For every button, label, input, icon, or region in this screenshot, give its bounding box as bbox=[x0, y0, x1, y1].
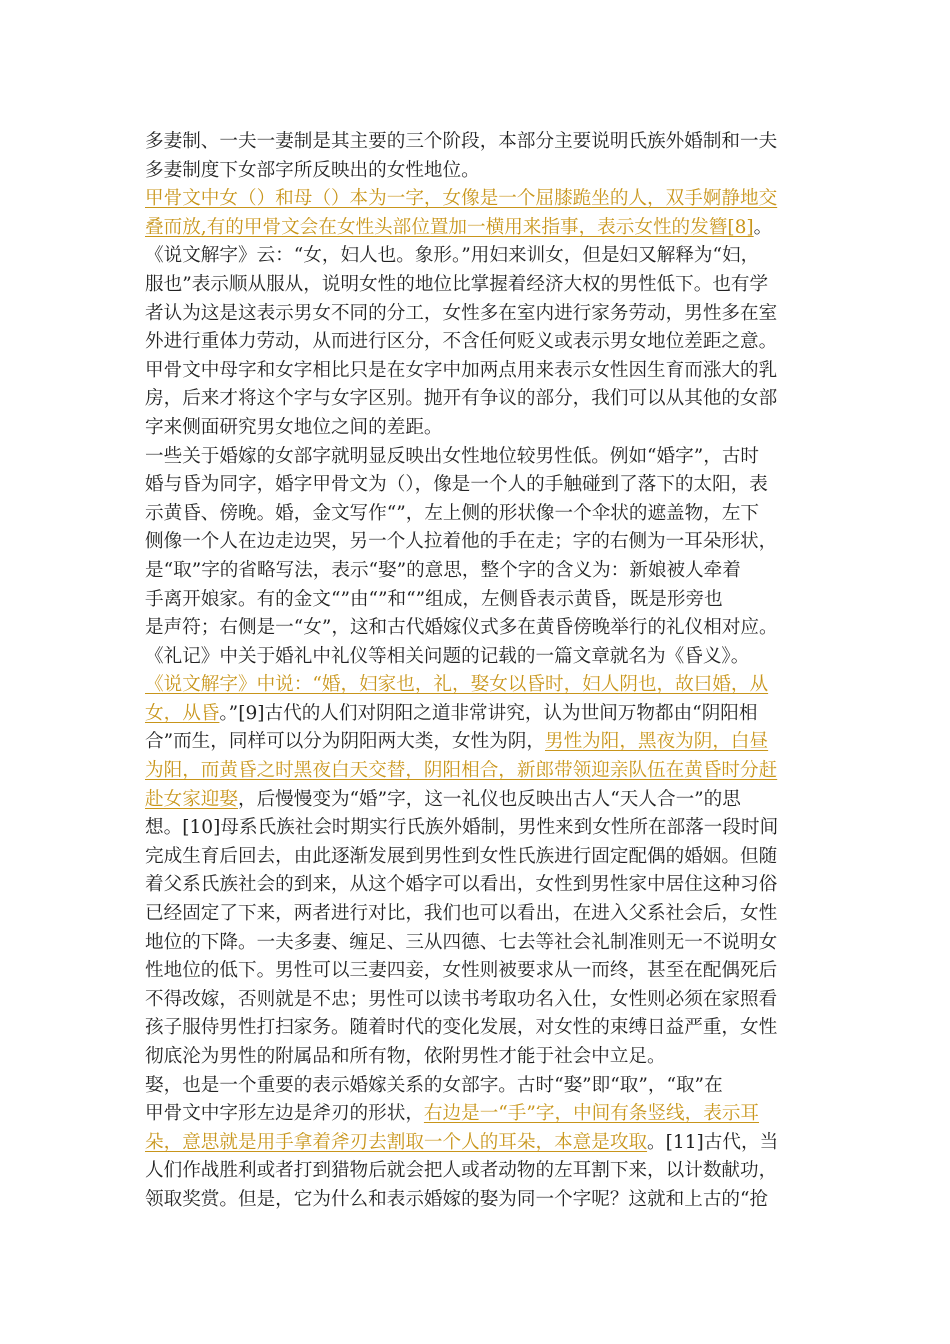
body-text: 是声符；右侧是一“女”，这和古代婚嫁仪式多在黄昏傍晚举行的礼仪相对应。 bbox=[145, 617, 778, 639]
text-line bbox=[145, 900, 805, 929]
text-line bbox=[145, 1072, 805, 1101]
body-text: 。”[9]古代的人们对阴阳之道非常讲究，认为世间万物都由“阴阳相 bbox=[219, 702, 758, 724]
text-line bbox=[145, 728, 805, 757]
highlighted-text: 朵，意思就是用手拿着斧刃去割取一个人的耳朵，本意是攻取 bbox=[145, 1131, 648, 1153]
highlighted-text: 女，从昏 bbox=[145, 702, 220, 724]
text-line bbox=[145, 957, 805, 986]
text-line bbox=[145, 1043, 805, 1072]
body-text: 者认为这是这表示男女不同的分工，女性多在室内进行家务劳动，男性多在室 bbox=[145, 302, 778, 324]
text-line bbox=[145, 671, 805, 700]
body-text: 字来侧面研究男女地位之间的差距。 bbox=[145, 416, 443, 438]
text-line bbox=[145, 986, 805, 1015]
body-text: ，后慢慢变为“婚”字，这一礼仪也反映出古人“天人合一”的思 bbox=[237, 788, 741, 810]
body-text: 多妻制、一夫一妻制是其主要的三个阶段，本部分主要说明氏族外婚制和一夫 bbox=[145, 131, 778, 152]
body-text: 侧像一个人在边走边哭，另一个人拉着他的手在走；字的右侧为一耳朵形状， bbox=[145, 531, 778, 553]
body-text: 《礼记》中关于婚礼中礼仪等相关问题的记载的一篇文章就名为《昏义》。 bbox=[145, 645, 750, 667]
text-line bbox=[145, 300, 805, 329]
body-text: 示黄昏、傍晚。婚，金文写作“”，左上侧的形状像一个伞状的遮盖物，左下 bbox=[145, 502, 760, 524]
text-line bbox=[145, 1014, 805, 1043]
body-text: 领取奖赏。但是，它为什么和表示婚嫁的娶为同一个字呢？这就和上古的“抢 bbox=[145, 1188, 769, 1210]
text-line bbox=[145, 1100, 805, 1129]
body-text: 孩子服侍男性打扫家务。随着时代的变化发展，对女性的束缚日益严重，女性 bbox=[145, 1017, 778, 1039]
body-text: 是“取”字的省略写法，表示“娶”的意思，整个字的含义为：新娘被人牵着 bbox=[145, 559, 741, 581]
highlighted-text: 赴女家迎娶 bbox=[145, 788, 238, 810]
body-text: 手离开娘家。有的金文“”由“”和“”组成，左侧昏表示黄昏，既是形旁也 bbox=[145, 588, 723, 610]
text-line bbox=[145, 500, 805, 529]
body-text: 已经固定了下来，两者进行对比，我们也可以看出，在进入父系社会后，女性 bbox=[145, 903, 778, 925]
body-text: 甲骨文中字形左边是斧刃的形状， bbox=[145, 1103, 424, 1125]
text-line bbox=[145, 242, 805, 271]
text-line bbox=[145, 214, 805, 243]
text-line bbox=[145, 757, 805, 786]
body-text: 人们作战胜利或者打到猎物后就会把人或者动物的左耳割下来，以计数献功， bbox=[145, 1160, 778, 1182]
document-body bbox=[145, 128, 805, 1215]
text-line bbox=[145, 414, 805, 443]
body-text: 地位的下降。一夫多妻、缠足、三从四德、七去等社会礼制准则无一不说明女 bbox=[145, 931, 778, 953]
highlighted-text: 男性为阳，黑夜为阴，白昼 bbox=[544, 731, 769, 753]
highlighted-text: 甲骨文中女（）和母（）本为一字，女像是一个屈膝跪坐的人，双手婀静地交 bbox=[145, 188, 778, 210]
body-text: 着父系氏族社会的到来，从这个婚字可以看出，女性到男性家中居住这种习俗 bbox=[145, 874, 778, 896]
body-text: 。 bbox=[753, 216, 773, 238]
text-line bbox=[145, 357, 805, 386]
body-text: 不得改嫁，否则就是不忠；男性可以读书考取功名入仕，女性则必须在家照看 bbox=[145, 988, 778, 1010]
body-text: 想。[10]母系氏族社会时期实行氏族外婚制，男性来到女性所在部落一段时间 bbox=[145, 817, 779, 839]
body-text: 完成生育后回去，由此逐渐发展到男性到女性氏族进行固定配偶的婚姻。但随 bbox=[145, 845, 778, 867]
body-text: 服也”表示顺从服从，说明女性的地位比掌握着经济大权的男性低下。也有学 bbox=[145, 273, 769, 295]
text-line bbox=[145, 271, 805, 300]
body-text: 婚与昏为同字，婚字甲骨文为（），像是一个人的手触碰到了落下的太阳，表 bbox=[145, 474, 768, 496]
text-line bbox=[145, 614, 805, 643]
body-text: 房，后来才将这个字与女字区别。抛开有争议的部分，我们可以从其他的女部 bbox=[145, 388, 778, 410]
body-text: 一些关于婚嫁的女部字就明显反映出女性地位较男性低。例如“婚字”，古时 bbox=[145, 445, 760, 467]
highlighted-text: 叠而放,有的甲骨文会在女性头部位置加一横用来指事，表示女性的发簪[8] bbox=[145, 216, 754, 238]
text-line bbox=[145, 157, 805, 186]
highlighted-text: 为阳，而黄昏之时黑夜白天交替，阴阳相合，新郎带领迎亲队伍在黄昏时分赶 bbox=[145, 760, 778, 782]
text-line bbox=[145, 586, 805, 615]
text-line bbox=[145, 557, 805, 586]
text-line bbox=[145, 1129, 805, 1158]
body-text: 合”而生，同样可以分为阴阳两大类，女性为阴， bbox=[145, 731, 545, 753]
text-line bbox=[145, 1157, 805, 1186]
text-line bbox=[145, 328, 805, 357]
highlighted-text: 《说文解字》中说：“婚，妇家也，礼，娶女以昏时，妇人阴也，故曰婚，从 bbox=[145, 674, 769, 696]
text-line bbox=[145, 700, 805, 729]
text-line bbox=[145, 1186, 805, 1215]
text-line bbox=[145, 471, 805, 500]
body-text: 。[11]古代，当 bbox=[647, 1131, 779, 1153]
body-text: 《说文解字》云：“女，妇人也。象形。”用妇来训女，但是妇又解释为“妇， bbox=[145, 245, 760, 267]
body-text: 外进行重体力劳动，从而进行区分，不含任何贬义或表示男女地位差距之意。 bbox=[145, 331, 778, 353]
text-line bbox=[145, 786, 805, 815]
body-text: 甲骨文中母字和女字相比只是在女字中加两点用来表示女性因生育而涨大的乳 bbox=[145, 359, 778, 381]
text-line bbox=[145, 843, 805, 872]
text-line bbox=[145, 814, 805, 843]
text-line bbox=[145, 528, 805, 557]
body-text: 彻底沦为男性的附属品和所有物，依附男性才能于社会中立足。 bbox=[145, 1046, 666, 1067]
text-line bbox=[145, 443, 805, 472]
body-text: 性地位的低下。男性可以三妻四妾，女性则被要求从一而终，甚至在配偶死后 bbox=[145, 960, 778, 982]
text-line bbox=[145, 385, 805, 414]
text-line bbox=[145, 643, 805, 672]
text-line bbox=[145, 929, 805, 958]
text-line bbox=[145, 128, 805, 157]
body-text: 多妻制度下女部字所反映出的女性地位。 bbox=[145, 159, 480, 181]
text-line bbox=[145, 185, 805, 214]
body-text: 娶，也是一个重要的表示婚嫁关系的女部字。古时“娶”即“取”，“取”在 bbox=[145, 1074, 723, 1096]
text-line bbox=[145, 871, 805, 900]
highlighted-text: 右边是一“手”字，中间有条竖线，表示耳 bbox=[423, 1103, 760, 1125]
